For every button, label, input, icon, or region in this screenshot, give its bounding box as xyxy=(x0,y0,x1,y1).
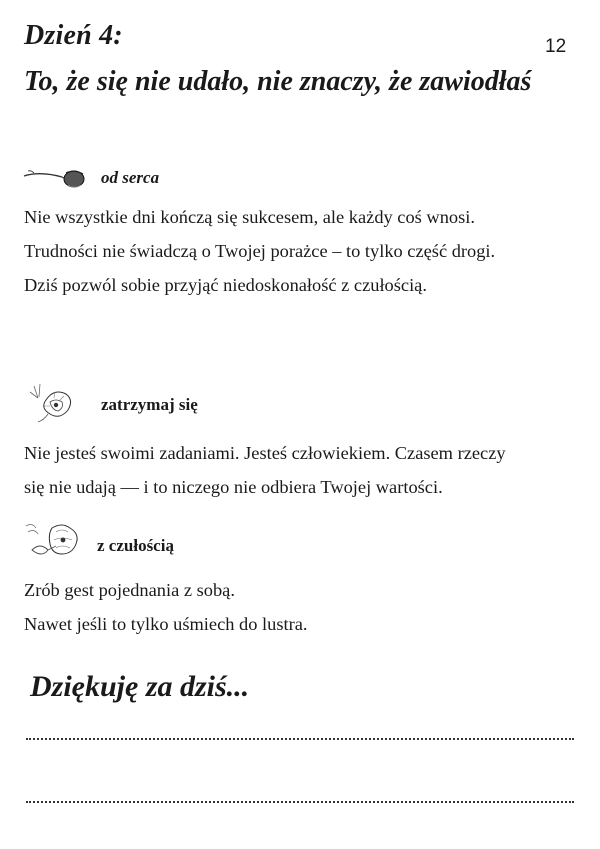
section-zatrzymaj-sie xyxy=(24,378,88,431)
paragraph-line: Nie jesteś swoimi zadaniami. Jesteś człowiekiem. Czasem rzeczy xyxy=(24,443,506,463)
paragraph-line: Dziś pozwól sobie przyjąć niedoskonałość z czułością. xyxy=(24,275,427,295)
section-z-czuloscia xyxy=(22,516,86,569)
day-title: Dzień 4: xyxy=(24,20,123,51)
paragraph-line: się nie udają — i to niczego nie odbiera Twojej wartości. xyxy=(24,477,443,497)
page-number: 12 xyxy=(545,36,567,57)
paragraph-line: Trudności nie świadczą o Twojej porażce – to tylko część drogi. xyxy=(24,241,496,261)
page-subtitle: To, że się nie udało, nie znaczy, że zawiodłaś xyxy=(24,66,532,97)
section-label-zatrzymaj-sie: zatrzymaj się xyxy=(101,395,198,414)
poppy-bud-icon xyxy=(22,158,86,206)
section-label-z-czuloscia: z czułością xyxy=(97,536,174,555)
section-od-serca-text xyxy=(24,200,495,302)
section-zatrzymaj-sie-text xyxy=(24,436,506,504)
section-label-od-serca: od serca xyxy=(101,168,160,187)
writing-line[interactable] xyxy=(26,801,574,803)
paragraph-line: Zrób gest pojednania z sobą. xyxy=(24,580,235,600)
paragraph-line: Nawet jeśli to tylko uśmiech do lustra. xyxy=(24,614,308,634)
blossom-sketch-icon xyxy=(22,516,86,564)
writing-line[interactable] xyxy=(26,738,574,740)
flower-sketch-icon xyxy=(24,378,88,426)
section-z-czuloscia-text xyxy=(24,573,307,641)
closing-title: Dziękuję za dziś... xyxy=(30,670,250,703)
paragraph-line: Nie wszystkie dni kończą się sukcesem, ale każdy coś wnosi. xyxy=(24,207,475,227)
